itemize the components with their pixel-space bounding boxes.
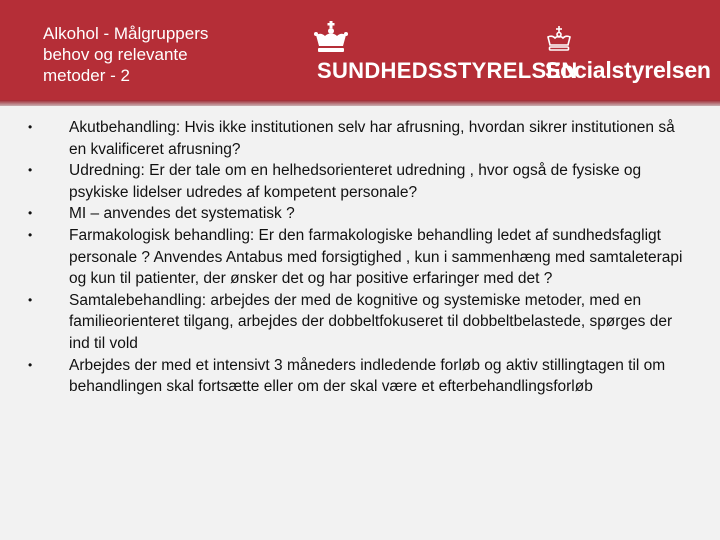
bullet-text: Samtalebehandling: arbejdes der med de kognitive og systemiske metoder, med en familieorienteret tilgang, arbejdes der dobbeltfokuseret til dobbeltbelastede, spørges der ind til vold bbox=[69, 291, 673, 352]
title-line-3: metoder - 2 bbox=[43, 66, 130, 85]
logo-bar bbox=[312, 20, 712, 90]
title-line-1: Alkohol - Målgruppers bbox=[43, 24, 209, 43]
socialstyrelsen-logo-text: Socialstyrelsen bbox=[545, 57, 711, 83]
bullet-list bbox=[28, 117, 688, 398]
bullet-text: Akutbehandling: Hvis ikke institutionen selv har afrusning, hvordan sikrer institutionen så en kvalificeret afrusning? bbox=[69, 119, 675, 158]
header-shadow bbox=[0, 100, 720, 106]
title-line-2: behov og relevante bbox=[43, 45, 188, 64]
bullet-text: MI – anvendes det systematisk ? bbox=[69, 205, 295, 223]
bullet-item bbox=[28, 203, 688, 225]
bullet-item bbox=[28, 355, 688, 398]
bullet-text: Udredning: Er der tale om en helhedsorienteret udredning , hvor også de fysiske og psykiske lidelser udredes af kompetent personale? bbox=[69, 162, 642, 201]
bullet-text: Arbejdes der med et intensivt 3 måneders indledende forløb og aktiv stillingtagen til om behandlingen skal fortsætte eller om der skal være et efterbehandlingsforløb bbox=[69, 356, 666, 396]
bullet-text: Farmakologisk behandling: Er den farmakologiske behandling ledet af sundhedsfagligt personale ? Anvendes Antabus med forsigtighed , kun i sammenhæng med samtaleterapi og kun til patienter, der ønsker det og har positive erfaringer med det ? bbox=[69, 226, 683, 288]
bullet-marker: • bbox=[28, 357, 33, 372]
crown-icon bbox=[545, 26, 573, 52]
bullet-marker: • bbox=[28, 227, 33, 242]
bullet-marker: • bbox=[28, 206, 33, 221]
bullet-item bbox=[28, 117, 688, 160]
bullet-item bbox=[28, 160, 688, 203]
bullet-marker: • bbox=[28, 292, 33, 307]
bullet-marker: • bbox=[28, 163, 33, 178]
sundhedsstyrelsen-logo-text: SUNDHEDSSTYRELSEN bbox=[317, 58, 578, 83]
slide-title bbox=[43, 23, 283, 86]
bullet-item bbox=[28, 225, 688, 290]
bullet-marker: • bbox=[28, 120, 33, 134]
slide-header bbox=[0, 0, 720, 106]
bullet-item bbox=[28, 290, 688, 355]
crown-icon bbox=[312, 21, 350, 55]
